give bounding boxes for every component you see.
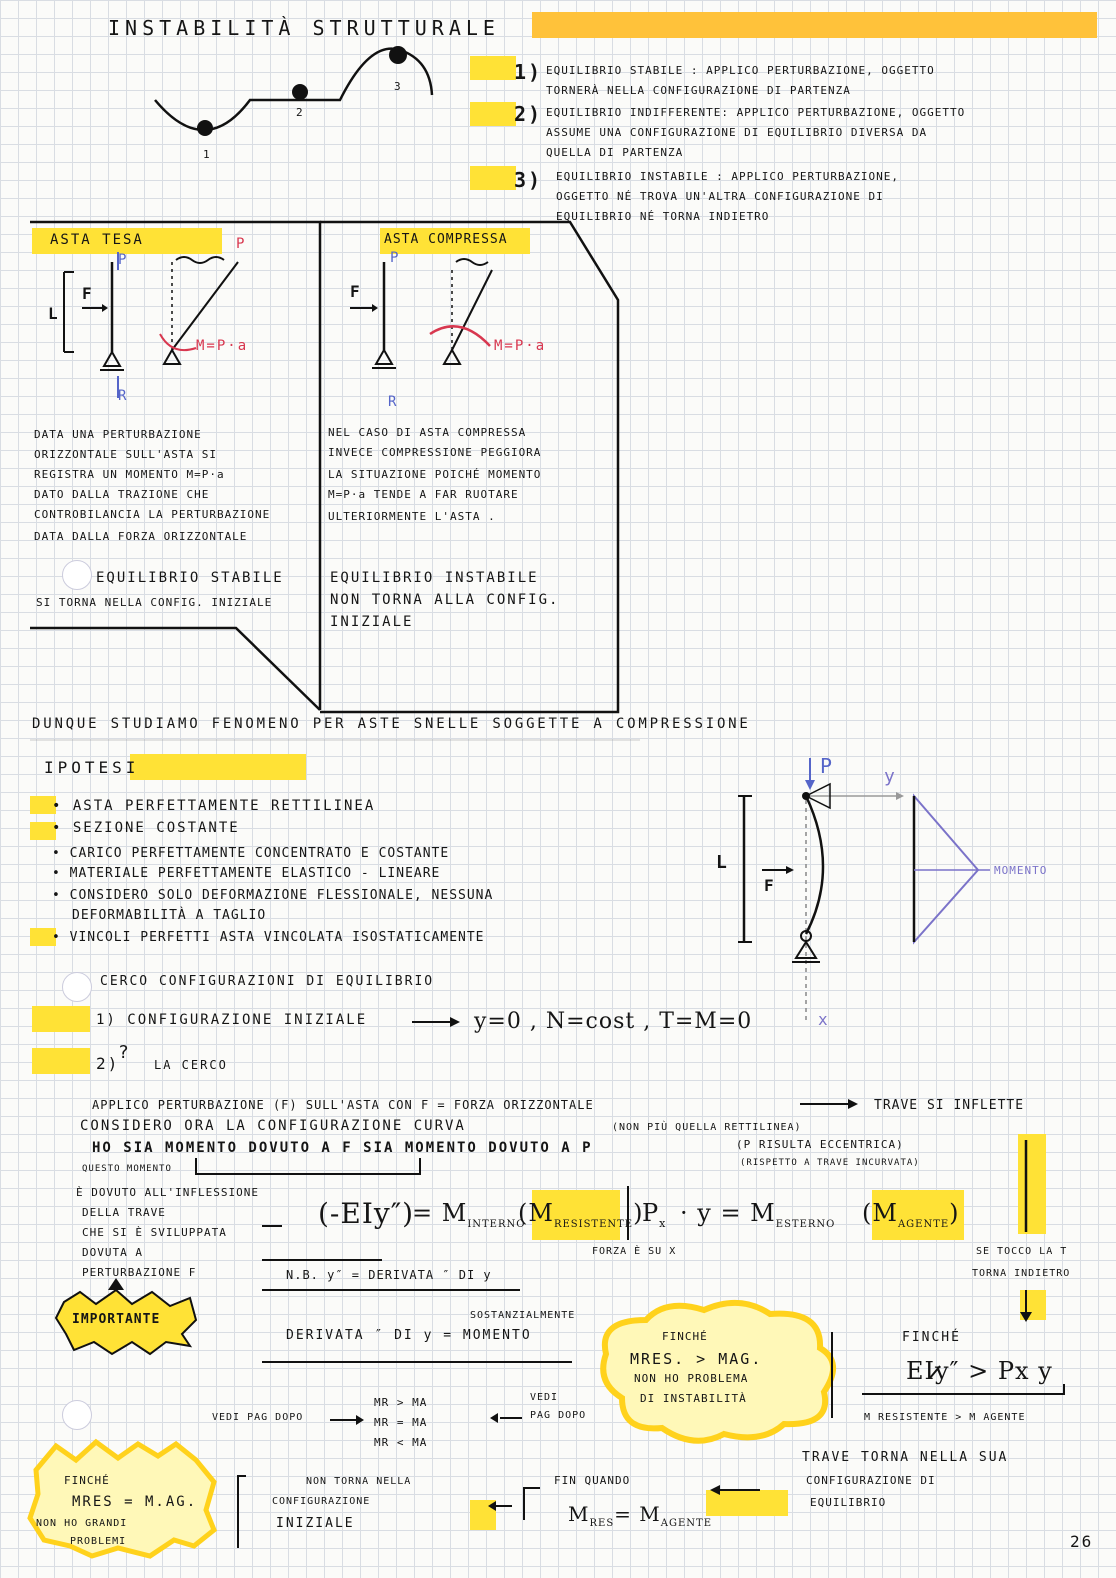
eq-px-sub: x (659, 1216, 667, 1230)
eq-item2-line3: QUELLA DI PARTENZA (546, 146, 684, 159)
curve-label-2: 2 (296, 106, 304, 119)
beam-P-label: P (820, 754, 835, 778)
tesa-text-2: REGISTRA UN MOMENTO M=P·a (34, 468, 225, 481)
tesa-P-label: P (118, 252, 129, 268)
eq-mid-sub: INTERNO (467, 1218, 526, 1230)
eq-item2-line1: EQUILIBRIO INDIFFERENTE: APPLICO PERTURBAZIONE, OGGETTO (546, 106, 966, 119)
tesa-text-0: DATA UNA PERTURBAZIONE (34, 428, 202, 441)
deriv-line1-right: TRAVE SI INFLETTE (874, 1098, 1025, 1113)
search-title: CERCO CONFIGURAZIONI DI EQUILIBRIO (100, 974, 435, 989)
deriv-line2-note: (NON PIÙ QUELLA RETTILINEA) (612, 1122, 802, 1133)
case-1: MR = MA (374, 1416, 428, 1429)
eq-mres: $(M_{RESISTENTE})$ (518, 1199, 644, 1230)
eq-item2-line2: ASSUME UNA CONFIGURAZIONE DI EQUILIBRIO DIVERSA DA (546, 126, 928, 139)
moment-label: MOMENTO (994, 864, 1048, 877)
beam-y-label: y (884, 766, 897, 787)
cases-right-label-0: VEDI (530, 1392, 559, 1403)
tesa-F-label: F (82, 284, 94, 303)
config2-text: LA CERCO (154, 1058, 228, 1072)
p-note: (P RISULTA ECCENTRICA) (736, 1138, 904, 1151)
sostanz-label: SOSTANZIALMENTE (470, 1310, 576, 1321)
config2-question: ? (118, 1042, 131, 1063)
hyp-item-1: • SEZIONE COSTANTE (52, 820, 240, 836)
compressa-text-2: LA SITUAZIONE POICHÉ MOMENTO (328, 468, 542, 481)
beam-F-label: F (764, 876, 776, 895)
curve-label-1: 1 (203, 148, 211, 161)
p-note2: (RISPETTO A TRAVE INCURVATA) (740, 1158, 920, 1168)
cloud-3: DI INSTABILITÀ (640, 1392, 747, 1405)
compressa-F-label: F (350, 282, 362, 301)
hyp-item-5: • VINCOLI PERFETTI ASTA VINCOLATA ISOSTATICAMENTE (52, 930, 485, 945)
eq-mag: $(M_{AGENTE})$ (862, 1199, 960, 1230)
tesa-result-text: SI TORNA NELLA CONFIG. INIZIALE (36, 596, 273, 609)
trave-torna-0: TRAVE TORNA NELLA SUA (802, 1450, 1009, 1465)
eq-item3-line2: OGGETTO NÉ TROVA UN'ALTRA CONFIGURAZIONE DI (556, 190, 884, 203)
tesa-P2-label: P (236, 236, 247, 252)
deriv-line2: CONSIDERO ORA LA CONFIGURAZIONE CURVA (80, 1118, 466, 1134)
deriv-line3: HO SIA MOMENTO DOVUTO A F SIA MOMENTO DOVUTO A P (92, 1140, 593, 1156)
compressa-P-label: P (390, 250, 401, 266)
burst-3: PROBLEMI (70, 1536, 127, 1547)
tesa-text-4: CONTROBILANCIA LA PERTURBAZIONE (34, 508, 271, 521)
curve-label-3: 3 (394, 80, 402, 93)
fin-formula: $M_{RES}= M_{AGENTE}$ (568, 1502, 712, 1529)
cloud-1: MRES. > MAG. (630, 1350, 763, 1368)
hyp-item-0: • ASTA PERFETTAMENTE RETTILINEA (52, 798, 376, 814)
beam-x-label: x (818, 1010, 830, 1029)
compressa-title: ASTA COMPRESSA (384, 232, 508, 247)
compressa-M-label: M=P·a (494, 338, 547, 354)
deriv-line1: APPLICO PERTURBAZIONE (F) SULL'ASTA CON F = FORZA ORIZZONTALE (92, 1098, 594, 1112)
compressa-result-text-0: NON TORNA ALLA CONFIG. (330, 592, 560, 608)
trave-torna-1: CONFIGURAZIONE DI (806, 1474, 936, 1487)
compressa-text-0: NEL CASO DI ASTA COMPRESSA (328, 426, 527, 439)
eq-mres-sub: RESISTENTE (553, 1218, 634, 1230)
eq-item3-line3: EQUILIBRIO NÉ TORNA INDIETRO (556, 210, 770, 223)
hyp-item-4: • CONSIDERO SOLO DEFORMAZIONE FLESSIONALE, NESSUNA (52, 888, 494, 903)
compressa-text-1: INVECE COMPRESSIONE PEGGIORA (328, 446, 542, 459)
left-note-1: È DOVUTO ALL'INFLESSIONE (76, 1186, 259, 1199)
cloud-0: FINCHÉ (662, 1330, 708, 1343)
eq-right-sub: ESTERNO (775, 1218, 836, 1230)
tesa-L-label: L (48, 304, 60, 323)
fin-formula-sub2: AGENTE (660, 1518, 712, 1529)
compressa-text-3: M=P·a TENDE A FAR RUOTARE (328, 488, 519, 501)
cloud-2: NON HO PROBLEMA (634, 1372, 749, 1385)
eq-item3-num: 3) (514, 168, 543, 192)
eq-mag-sub: AGENTE (897, 1218, 950, 1230)
right-note-1: TORNA INDIETRO (972, 1268, 1071, 1279)
hypotheses-title: IPOTESI (44, 758, 140, 777)
cases-right-label-1: PAG DOPO (530, 1410, 587, 1421)
left-note-5: PERTURBAZIONE F (82, 1266, 197, 1279)
fin-formula-sub: RES (589, 1518, 615, 1529)
nb-line: N.B. y″ = DERIVATA ″ DI y (286, 1268, 492, 1282)
tesa-text-3: DATO DALLA TRAZIONE CHE (34, 488, 210, 501)
page-number: 26 (1070, 1532, 1094, 1551)
case-0: MR > MA (374, 1396, 428, 1409)
config2-label: 2) (96, 1054, 120, 1073)
eq-item2-num: 2) (514, 102, 543, 126)
tesa-result-title: EQUILIBRIO STABILE (96, 570, 284, 586)
page-title: INSTABILITÀ STRUTTURALE (108, 16, 500, 40)
left-note-2: DELLA TRAVE (82, 1206, 166, 1219)
compressa-R-label: R (388, 394, 399, 410)
cases-left-label: VEDI PAG DOPO (212, 1412, 304, 1423)
hyp-item-2: • CARICO PERFETTAMENTE CONCENTRATO E COSTANTE (52, 846, 450, 861)
burst-0: FINCHÉ (64, 1474, 110, 1487)
tesa-title: ASTA TESA (50, 232, 144, 248)
eq-px: $P_x$ (642, 1199, 667, 1230)
right-note-0: SE TOCCO LA T (976, 1246, 1068, 1257)
left-note-4: DOVUTA A (82, 1246, 143, 1259)
compressa-result-text-1: INIZIALE (330, 614, 414, 630)
finche-title: FINCHÉ (902, 1330, 961, 1345)
compressa-text-4: ULTERIORMENTE L'ASTA . (328, 510, 496, 523)
tesa-text-1: ORIZZONTALE SULL'ASTA SI (34, 448, 217, 461)
hyp-item-4-cont: DEFORMABILITÀ A TAGLIO (72, 908, 267, 923)
importante-label: IMPORTANTE (72, 1312, 161, 1327)
tesa-text-5: DATA DALLA FORZA ORIZZONTALE (34, 530, 248, 543)
case-2: MR < MA (374, 1436, 428, 1449)
config1-label: 1) CONFIGURAZIONE INIZIALE (96, 1012, 368, 1028)
non-torna-0: NON TORNA NELLA (306, 1476, 412, 1487)
tesa-M-label: M=P·a (196, 338, 249, 354)
hyp-item-3: • MATERIALE PERFETTAMENTE ELASTICO - LINEARE (52, 866, 441, 881)
eq-left: (-EIy″) (318, 1197, 415, 1230)
config1-formula: y=0 , N=cost , T=M=0 (474, 1009, 753, 1034)
left-note-3: CHE SI È SVILUPPATA (82, 1226, 227, 1239)
trave-torna-2: EQUILIBRIO (810, 1496, 887, 1509)
beam-L-label: L (716, 852, 729, 873)
tesa-R-label: R (118, 388, 129, 404)
fin-quando: FIN QUANDO (554, 1474, 631, 1487)
intro-line: DUNQUE STUDIAMO FENOMENO PER ASTE SNELLE SOGGETTE A COMPRESSIONE (32, 716, 751, 732)
eq-mid: = $M_{INTERNO}$ (412, 1199, 526, 1230)
eq-item1-line1: EQUILIBRIO STABILE : APPLICO PERTURBAZIONE, OGGETTO (546, 64, 935, 77)
left-note-0: QUESTO MOMENTO (82, 1164, 172, 1174)
deriv-line: DERIVATA ″ DI y = MOMENTO (286, 1328, 532, 1343)
non-torna-2: INIZIALE (276, 1516, 355, 1531)
finche-formula: EIy″ > Px y (906, 1357, 1053, 1385)
eq-right: · $y = M_{ESTERNO}$ (680, 1199, 836, 1230)
non-torna-1: CONFIGURAZIONE (272, 1496, 371, 1507)
force-note: FORZA È SU X (592, 1246, 677, 1257)
finche-under: M RESISTENTE > M AGENTE (864, 1412, 1026, 1423)
compressa-result-title: EQUILIBRIO INSTABILE (330, 570, 539, 586)
burst-1: MRES = M.AG. (72, 1494, 198, 1510)
burst-2: NON HO GRANDI (36, 1518, 128, 1529)
eq-item3-line1: EQUILIBRIO INSTABILE : APPLICO PERTURBAZIONE, (556, 170, 900, 183)
eq-item1-line2: TORNERÀ NELLA CONFIGURAZIONE DI PARTENZA (546, 84, 851, 97)
eq-item1-num: 1) (514, 60, 543, 84)
